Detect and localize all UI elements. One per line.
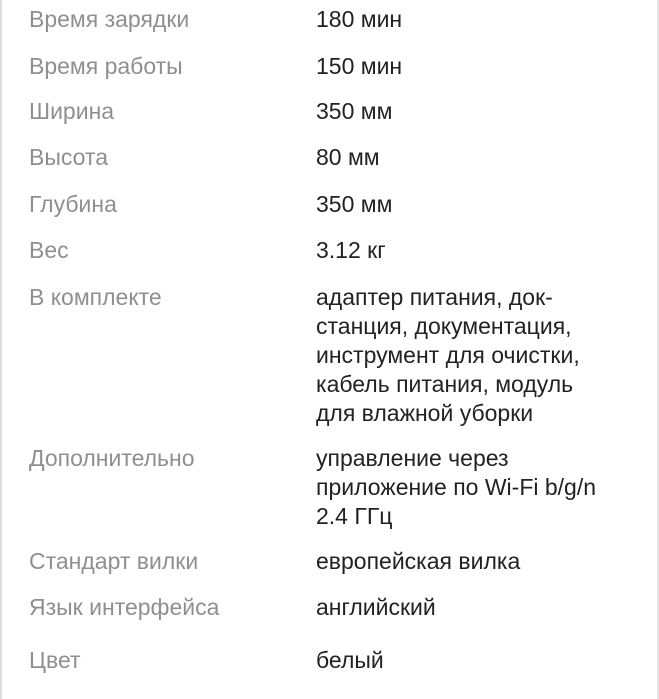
spec-label: Ширина	[29, 98, 115, 124]
spec-value: 350 мм	[316, 98, 393, 124]
spec-label: В комплекте	[29, 284, 162, 310]
spec-value: 180 мин	[316, 6, 403, 32]
spec-value: управление через приложение по Wi-Fi b/g/n 2.4 ГГц	[316, 445, 597, 529]
spec-label: Вес	[29, 237, 69, 263]
spec-label: Время работы	[29, 53, 183, 79]
spec-value: 150 мин	[316, 53, 403, 79]
spec-value: 350 мм	[316, 191, 393, 217]
spec-label: Высота	[29, 144, 108, 170]
spec-label: Время зарядки	[29, 6, 190, 32]
spec-value: 80 мм	[316, 144, 380, 170]
spec-value: адаптер питания, док- станция, документация, инструмент для очистки, кабель питания, модуль для влажной уборки	[316, 284, 580, 426]
left-divider	[0, 0, 2, 699]
spec-label: Язык интерфейса	[29, 594, 220, 620]
spec-label: Цвет	[29, 647, 81, 673]
spec-label: Глубина	[29, 191, 117, 217]
spec-value: европейская вилка	[316, 548, 521, 574]
spec-label: Дополнительно	[29, 445, 195, 471]
spec-value: английский	[316, 594, 436, 620]
spec-value: белый	[316, 647, 384, 673]
spec-value: 3.12 кг	[316, 237, 386, 263]
spec-label: Стандарт вилки	[29, 548, 199, 574]
